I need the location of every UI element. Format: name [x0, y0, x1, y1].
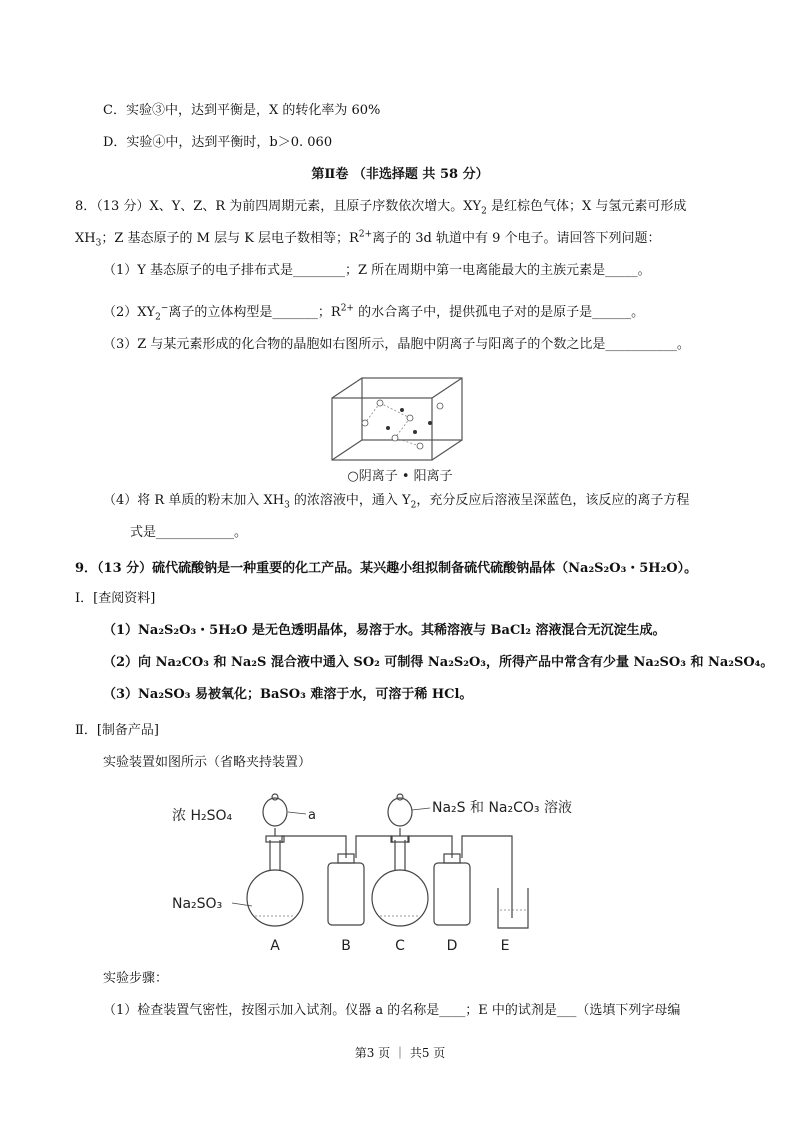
q8-sub1: （1）Y 基态原子的电子排布式是________；Z 所在周期中第一电离能最大的主族元素是_____。 [103, 263, 651, 278]
q9-step-1: （1）检查装置气密性，按图示加入试剂。仪器 a 的名称是____；E 中的试剂是___（选填下列字母编 [103, 1003, 681, 1018]
q7-option-c: C．实验③中，达到平衡是，X 的转化率为 60% [103, 103, 381, 118]
apparatus-letter-e: E [500, 938, 510, 954]
part2-title: 第Ⅱ卷 （非选择题 共 58 分） [311, 167, 489, 182]
apparatus-letter-b: B [341, 938, 351, 954]
q9-section-1: I．[查阅资料] [75, 591, 156, 606]
apparatus-letter-d: D [446, 938, 458, 954]
q9-info-1: （1）Na₂S₂O₃・5H₂O 是无色透明晶体，易溶于水。其稀溶液与 BaCl₂ 溶液混合无沉淀生成。 [103, 623, 666, 638]
crystal-cell-figure [320, 368, 480, 493]
q8-stem-line1: 8．（13 分）X、Y、Z、R 为前四周期元素，且原子序数依次增大。$XY_2$ 是红棕色气体；X 与氢元素可形成 [75, 199, 687, 217]
q8-stem-line2: $XH_3$；Z 基态原子的 M 层与 K 层电子数相等；$R^{2+}$离子的 3d 轨道中有 9 个电子。请回答下列问题： [75, 229, 661, 249]
apparatus-letter-c: C [395, 938, 405, 954]
q8-sub3: （3）Z 与某元素形成的化合物的晶胞如右图所示，晶胞中阴离子与阳离子的个数之比是___________。 [103, 337, 690, 352]
q9-apparatus-intro: 实验装置如图所示（省略夹持装置） [103, 755, 312, 770]
label-mixed-solution: Na₂S 和 Na₂CO₃ 溶液 [432, 800, 572, 816]
q7-option-d: D．实验④中，达到平衡时，b＞0. 060 [103, 135, 333, 150]
q9-steps-title: 实验步骤： [103, 971, 169, 986]
q9-stem: 9．（13 分）硫代硫酸钠是一种重要的化工产品。某兴趣小组拟制备硫代硫酸钠晶体（Na₂S₂O₃・5H₂O）。 [75, 561, 698, 576]
page-footer: 第3 页 ｜ 共5 页 [354, 1046, 446, 1060]
q8-sub4-line1: （4）将 R 单质的粉末加入 $XH_3$ 的浓溶液中，通入 $Y_2$，充分反应后溶液呈深蓝色，该反应的离子方程 [103, 493, 690, 511]
crystal-legend: ○阴离子 • 阳离子 [347, 469, 453, 484]
q8-sub4-line2: 式是____________。 [130, 525, 248, 540]
label-conc-sulfuric-acid: 浓 H₂SO₄ [172, 808, 233, 824]
label-instrument-a: a [308, 808, 316, 823]
label-sodium-sulfite: Na₂SO₃ [172, 896, 223, 912]
q8-sub2: $(2)XY_2^-$离子的立体构型是_______；$R^{2+}$ 的水合离子中，提供孤电子对的是原子是______。 [103, 303, 645, 323]
apparatus-figure [160, 788, 572, 958]
q9-info-2: （2）向 Na₂CO₃ 和 Na₂S 混合液中通入 SO₂ 可制得 Na₂S₂O₃，所得产品中常含有少量 Na₂SO₃ 和 Na₂SO₄。 [103, 655, 774, 670]
apparatus-letter-a: A [270, 938, 280, 954]
q9-info-3: （3）Na₂SO₃ 易被氧化；BaSO₃ 难溶于水，可溶于稀 HCl。 [103, 687, 473, 702]
q9-section-2: Ⅱ．[制备产品] [75, 723, 159, 738]
